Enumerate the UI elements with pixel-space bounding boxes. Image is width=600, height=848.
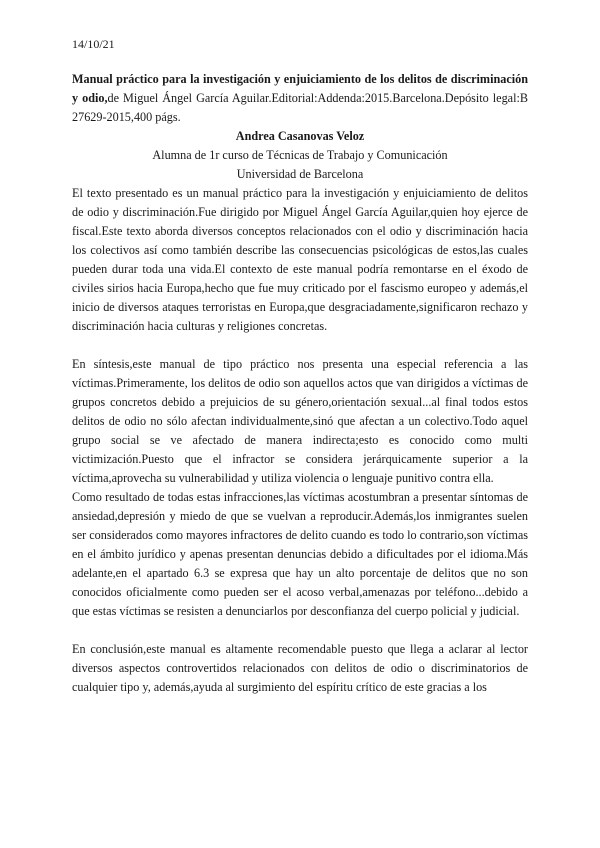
paragraph-intro: El texto presentado es un manual práctico para la investigación y enjuiciamiento de delitos de odio y discriminación.Fue dirigido por Miguel Ángel García Aguilar,quien hoy ejerce de fiscal.Este texto aborda diversos conceptos relacionados con el odio y discriminación hacia los colectivos así como también describe las consecuencias psicológicas de estos,las cuales pueden durar toda una vida.El contexto de este manual podría remontarse en el éxodo de civiles sirios hacia Europa,hecho que fue muy criticado por el fascismo europeo y además,el inicio de diversos ataques terroristas en Europa,que desgraciadamente,significaron rechazo y discriminación hacia culturas y religiones concretas. bbox=[72, 186, 528, 333]
author-name: Andrea Casanovas Veloz bbox=[235, 129, 365, 143]
book-details: de Miguel Ángel García Aguilar.Editorial:Addenda:2015.Barcelona.Depósito legal:B 27629-2015,400 págs. bbox=[72, 91, 528, 124]
author-institution: Universidad de Barcelona bbox=[236, 167, 364, 181]
paragraph-conclusion: En conclusión,este manual es altamente recomendable puesto que llega a aclarar al lector diversos aspectos controvertidos relacionados con delitos de odio o discriminatorios de cualquier tipo y, además,ayuda al surgimiento del espíritu crítico de este gracias a los bbox=[72, 642, 528, 694]
book-title: Manual práctico para la investigación y enjuiciamiento de los delitos de discriminación y odio, bbox=[72, 72, 528, 105]
paragraph-synthesis: En síntesis,este manual de tipo práctico nos presenta una especial referencia a las víctimas.Primeramente, los delitos de odio son aquellos actos que van dirigidos a víctimas de grupos concretos debido a prejuicios de su género,orientación sexual...al final todos estos delitos de odio no sólo afectan individualmente,sinó que afectan a un colectivo.Todo aquel grupo social se ve afectado de manera indirecta;esto es conocido como multi victimización.Puesto que el infractor se considera jerárquicamente superior a la víctima,aprovecha su vulnerabilidad y utiliza violencia o lenguaje punitivo contra ella. bbox=[72, 357, 528, 485]
document-date: 14/10/21 bbox=[72, 37, 115, 51]
document-body bbox=[72, 70, 528, 697]
author-role: Alumna de 1r curso de Técnicas de Trabajo y Comunicación bbox=[152, 148, 448, 162]
paragraph-consequences: Como resultado de todas estas infracciones,las víctimas acostumbran a presentar síntomas de ansiedad,depresión y miedo de que se vuelvan a reproducir.Además,los inmigrantes suelen ser considerados como mayores infractores de delito cuando es todo lo contrario,son víctimas en el ámbito jurídico y apenas presentan denuncias debido a dificultades por el idioma.Más adelante,en el apartado 6.3 se expresa que hay un alto porcentaje de delitos que no son conocidos oficialmente como pueden ser el acoso verbal,amenazas por teléfono...debido a que estas víctimas se resisten a denunciarlos por desconfianza del cuerpo policial y judicial. bbox=[72, 490, 528, 618]
book-reference bbox=[72, 70, 528, 127]
